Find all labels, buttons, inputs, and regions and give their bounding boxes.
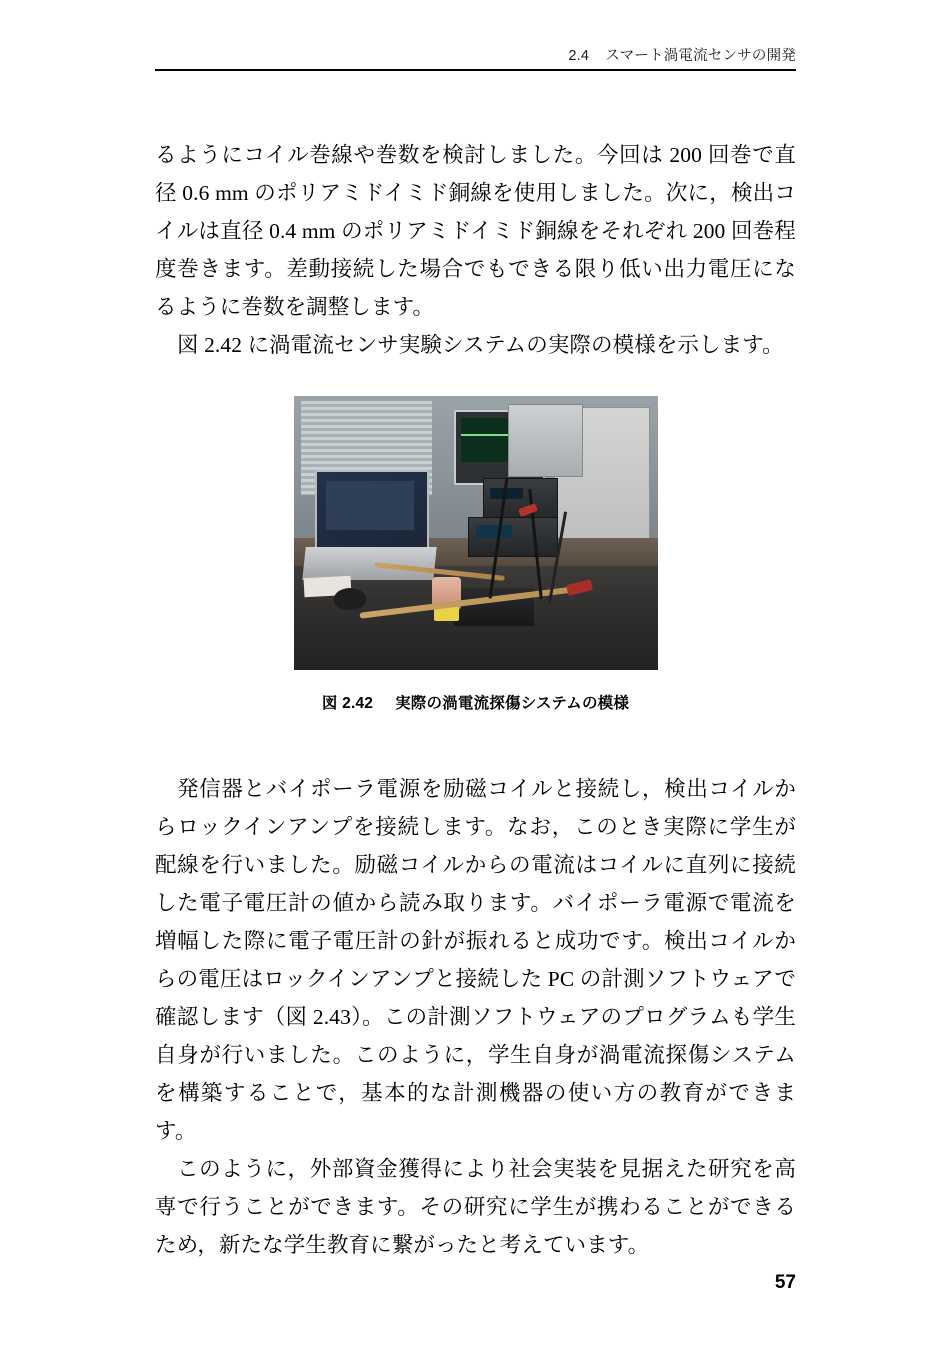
- photo-function-generator: [508, 404, 583, 477]
- photo-oscilloscope-screen: [461, 418, 512, 462]
- paragraph-system-description: 発信器とバイポーラ電源を励磁コイルと接続し，検出コイルからロックインアンプを接続します。なお，このとき実際に学生が配線を行いました。励磁コイルからの電流はコイルに直列に接続した電子電圧計の値から読み取ります。バイポーラ電源で電流を増幅した際に電子電圧計の針が振れると成功です。検出コイルからの電圧はロックインアンプと接続した PC の計測ソフトウェアで確認します（図 2.43）。この計測ソフトウェアのプログラムも学生自身が行いました。このように，学生自身が渦電流探傷システムを構築することで，基本的な計測機器の使い方の教育ができます。: [155, 777, 796, 1143]
- figure-caption-text: 実際の渦電流探傷システムの模様: [395, 695, 630, 712]
- photo-mouse: [334, 588, 367, 610]
- page-number: 57: [774, 1272, 796, 1293]
- running-head-section-title: スマート渦電流センサの開発: [605, 48, 796, 64]
- photo-measurement-software-window: [326, 481, 413, 530]
- running-head: [155, 44, 796, 72]
- figure-photograph: [294, 396, 658, 670]
- paragraph-continuation: るようにコイル巻線や巻数を検討しました。今回は 200 回巻で直径 0.6 mm のポリアミドイミド銅線を使用しました。次に，検出コイルは直径 0.4 mm のポリアミドイミド銅線をそれぞれ 200 回巻程度巻きます。差動接続した場合でもできる限り低い出力電圧になるように巻数を調整します。: [155, 143, 796, 319]
- paragraph-conclusion: このように，外部資金獲得により社会実装を見据えた研究を高専で行うことができます。その研究に学生が携わることができるため，新たな学生教育に繋がったと考えています。: [155, 1157, 796, 1257]
- photo-laptop-keyboard: [303, 547, 437, 580]
- photo-lock-in-display: [476, 525, 512, 539]
- body-text-lower: [155, 770, 796, 1264]
- paragraph-figure-reference: 図 2.42 に渦電流センサ実験システムの実際の模様を示します。: [177, 333, 784, 357]
- running-head-text: [568, 44, 796, 65]
- figure-caption: [155, 691, 796, 713]
- body-text-upper: [155, 136, 796, 364]
- figure-block: [155, 396, 796, 713]
- running-head-section-number: 2.4: [568, 48, 590, 64]
- header-rule: [155, 69, 796, 71]
- photo-oscilloscope-trace: [461, 434, 512, 436]
- figure-caption-label: 図 2.42: [321, 695, 374, 712]
